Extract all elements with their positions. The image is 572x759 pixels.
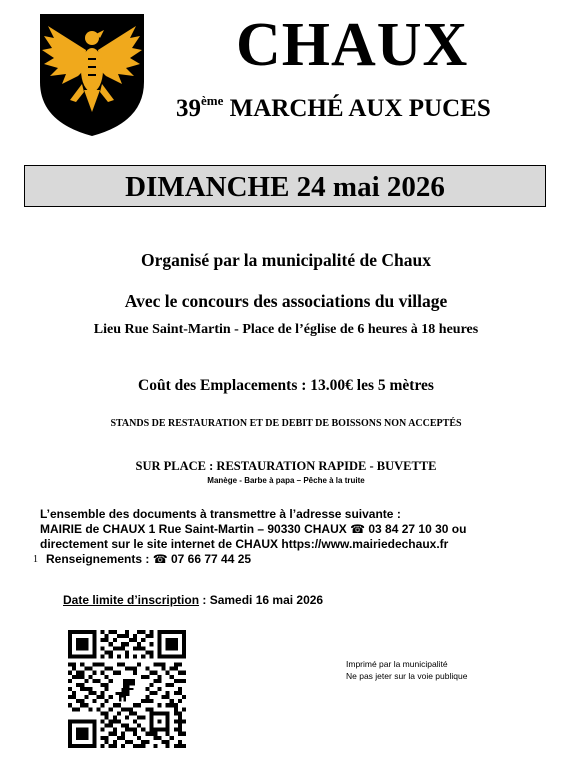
cost-value: : 13.00€ les 5 mètres [297,377,434,394]
event-subtitle [176,93,491,122]
deadline-label: Date limite d’inscription [63,593,200,607]
website-line: directement sur le site internet de CHAUX https://www.mairiedechaux.fr [40,537,449,551]
town-title: CHAUX [236,11,469,79]
cost-label: Coût des Emplacements [138,377,298,394]
edition-suffix: ème [201,93,224,108]
deadline-line [63,593,323,607]
coat-of-arms-icon [38,12,146,138]
print-notice [346,658,467,682]
list-marker: 1 [33,554,38,565]
info-phone-line: Renseignements : ☎ 07 66 77 44 25 [46,552,252,566]
mairie-address: MAIRIE de CHAUX 1 Rue Saint-Martin – 90330 CHAUX ☎ 03 84 27 10 30 ou [40,522,467,536]
deadline-value: : Samedi 16 mai 2026 [199,593,324,607]
stands-notice: STANDS DE RESTAURATION ET DE DEBIT DE BOISSONS NON ACCEPTÉS [110,418,462,429]
no-litter-text: Ne pas jeter sur la voie publique [346,671,468,681]
cost-line [0,377,572,395]
edition-number: 39 [176,95,201,122]
activities-line: Manège - Barbe à papa – Pêche à la truite [207,476,365,485]
on-site-line: SUR PLACE : RESTAURATION RAPIDE - BUVETTE [135,459,437,473]
documents-intro: L’ensemble des documents à transmettre à l’adresse suivante : [40,507,401,521]
printed-by-text: Imprimé par la municipalité [346,659,448,669]
date-banner [24,165,546,207]
event-date: DIMANCHE 24 mai 2026 [125,171,445,203]
location-line: Lieu Rue Saint-Martin - Place de l’église de 6 heures à 18 heures [93,322,479,337]
qr-code-icon[interactable] [68,630,186,748]
associations-line: Avec le concours des associations du village [124,291,448,311]
event-name: MARCHÉ AUX PUCES [229,95,491,122]
organizer-line: Organisé par la municipalité de Chaux [141,250,431,270]
